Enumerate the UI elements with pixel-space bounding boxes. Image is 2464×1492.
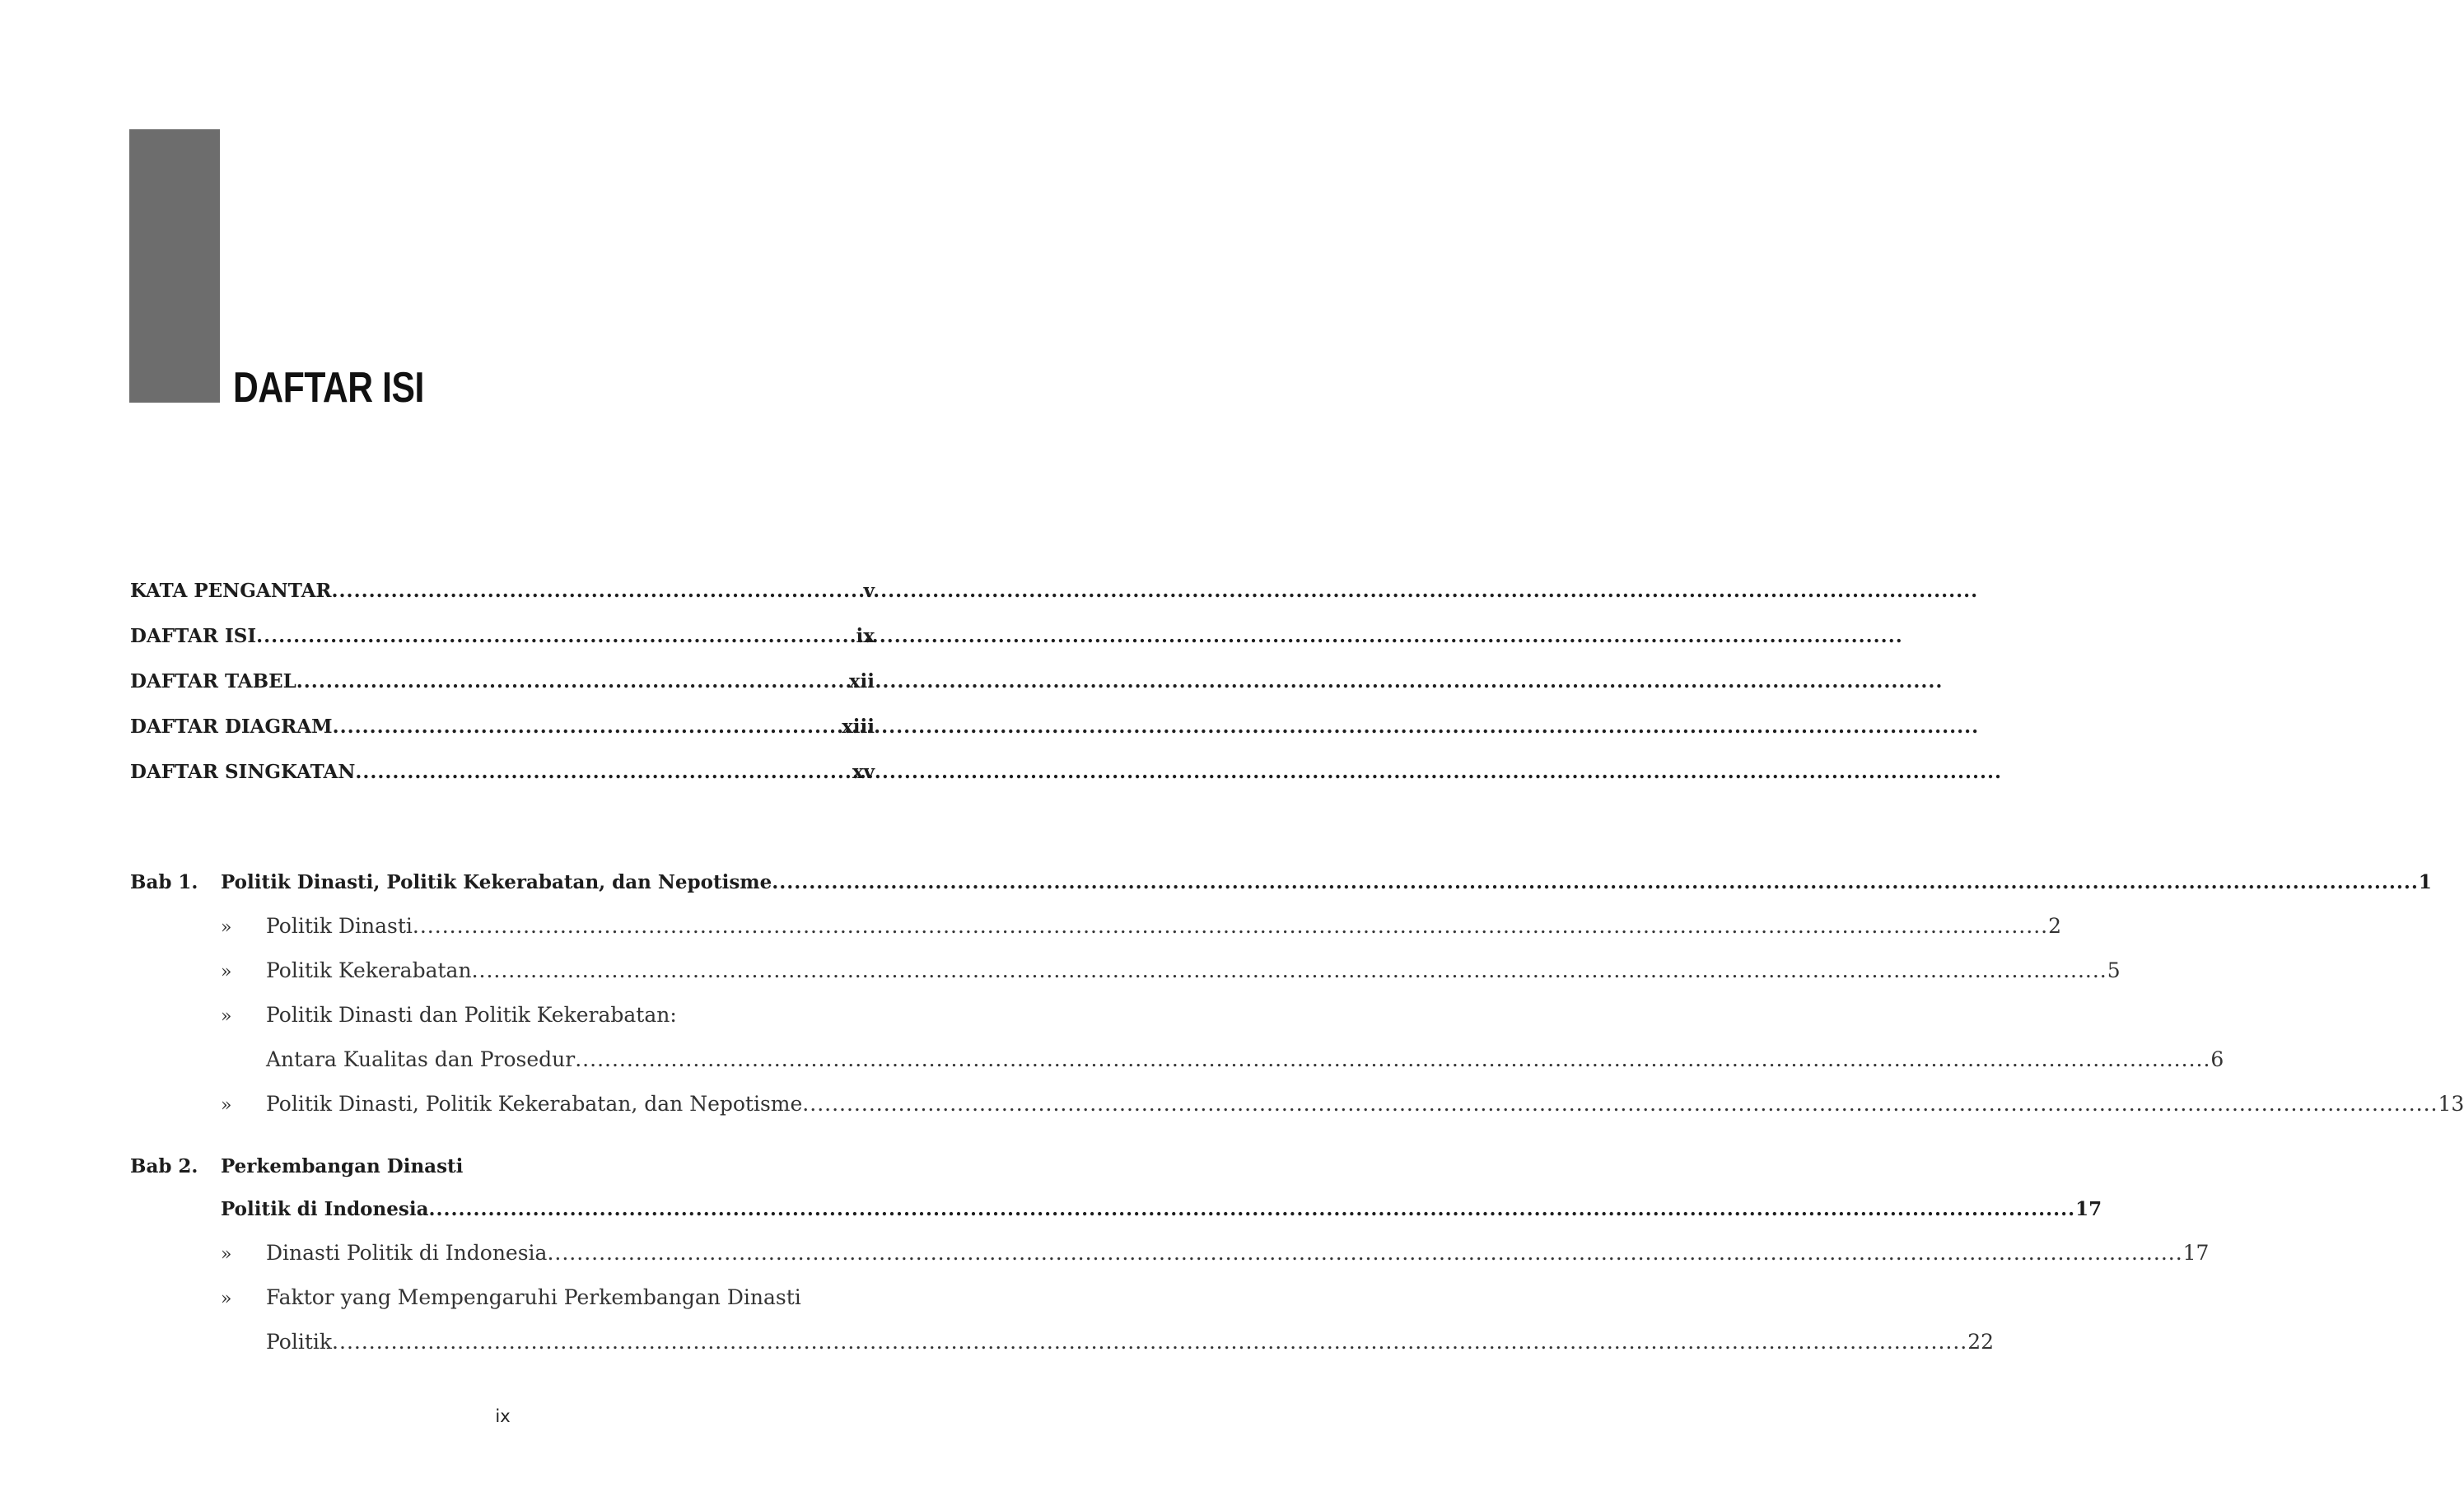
section-page: 2 <box>2048 914 2061 938</box>
bullet-marker: » <box>221 917 232 938</box>
toc-entry-label: DAFTAR SINGKATAN <box>130 761 356 783</box>
chapter-label: Bab 2. <box>130 1155 198 1177</box>
chapter-page: 17 <box>2075 1198 2102 1220</box>
chapter-2 <box>130 1155 2210 1374</box>
decorative-gray-bar <box>129 129 220 403</box>
page-number: ix <box>495 1406 511 1426</box>
toc-section-faktor-perkembangan[interactable] <box>221 1285 1995 1374</box>
dot-leader <box>256 625 856 647</box>
section-list <box>221 914 2464 1136</box>
toc-section-dinasti-politik-indonesia[interactable] <box>221 1241 2210 1285</box>
toc-entry-kata-pengantar[interactable] <box>130 580 875 625</box>
toc-entry-page: xiii <box>842 716 875 738</box>
toc-entry-label: KATA PENGANTAR <box>130 580 332 602</box>
toc-section-nepotisme[interactable] <box>221 1092 2464 1136</box>
section-page: 22 <box>1967 1330 1995 1354</box>
dot-leader <box>428 1198 2075 1220</box>
bullet-marker: » <box>221 1244 232 1265</box>
dot-leader <box>472 958 2107 982</box>
section-title: Politik Dinasti <box>266 914 413 938</box>
section-title: Dinasti Politik di Indonesia <box>266 1241 548 1265</box>
chapter-title: Politik Dinasti, Politik Kekerabatan, dan Nepotisme <box>221 871 772 893</box>
toc-entry-daftar-diagram[interactable] <box>130 716 875 761</box>
page-title: DAFTAR ISI <box>233 364 424 412</box>
front-matter-list <box>130 580 875 806</box>
toc-entry-page: ix <box>856 625 875 647</box>
bullet-marker: » <box>221 962 232 982</box>
chapter-heading[interactable] <box>130 871 2432 914</box>
dot-leader <box>547 1241 2182 1265</box>
section-list <box>221 1241 2210 1374</box>
section-page: 5 <box>2107 958 2121 982</box>
dot-leader <box>802 1092 2438 1116</box>
toc-entry-page: xii <box>848 670 875 692</box>
toc-section-politik-dinasti[interactable] <box>221 914 2061 958</box>
chapter-label: Bab 1. <box>130 871 198 893</box>
section-title-line-1: Politik Dinasti dan Politik Kekerabatan: <box>266 1003 677 1027</box>
toc-entry-page: v <box>863 580 875 602</box>
bullet-marker: » <box>221 1095 232 1116</box>
section-title-line-1: Faktor yang Mempengaruhi Perkembangan Dinasti <box>266 1285 801 1309</box>
section-title: Politik Dinasti, Politik Kekerabatan, dan Nepotisme <box>266 1092 803 1116</box>
dot-leader <box>772 871 2419 893</box>
dot-leader <box>355 761 852 783</box>
toc-entry-daftar-isi[interactable] <box>130 625 875 670</box>
dot-leader <box>575 1047 2210 1071</box>
bullet-marker: » <box>221 1289 232 1309</box>
chapter-title-line-2: Politik di Indonesia <box>221 1198 429 1220</box>
toc-entry-label: DAFTAR DIAGRAM <box>130 716 333 738</box>
section-title: Politik Kekerabatan <box>266 958 472 982</box>
chapter-heading[interactable] <box>130 1155 2102 1241</box>
section-title-line-2: Politik <box>266 1330 333 1354</box>
toc-entry-page: xv <box>852 761 875 783</box>
bullet-marker: » <box>221 1006 232 1027</box>
toc-section-politik-kekerabatan[interactable] <box>221 958 2121 1003</box>
dot-leader <box>332 580 864 602</box>
section-title-line-2: Antara Kualitas dan Prosedur <box>266 1047 576 1071</box>
section-page: 6 <box>2210 1047 2224 1071</box>
chapter-page: 1 <box>2418 871 2432 893</box>
toc-entry-label: DAFTAR ISI <box>130 625 257 647</box>
toc-entry-label: DAFTAR TABEL <box>130 670 296 692</box>
dot-leader <box>413 914 2048 938</box>
dot-leader <box>333 716 842 738</box>
toc-entry-daftar-singkatan[interactable] <box>130 761 875 806</box>
toc-section-kualitas-prosedur[interactable] <box>221 1003 2224 1092</box>
section-page: 13 <box>2438 1092 2464 1116</box>
dot-leader <box>296 670 849 692</box>
section-page: 17 <box>2182 1241 2210 1265</box>
chapter-title-line-1: Perkembangan Dinasti <box>221 1155 464 1177</box>
dot-leader <box>332 1330 1967 1354</box>
toc-entry-daftar-tabel[interactable] <box>130 670 875 716</box>
chapter-1 <box>130 871 2464 1136</box>
